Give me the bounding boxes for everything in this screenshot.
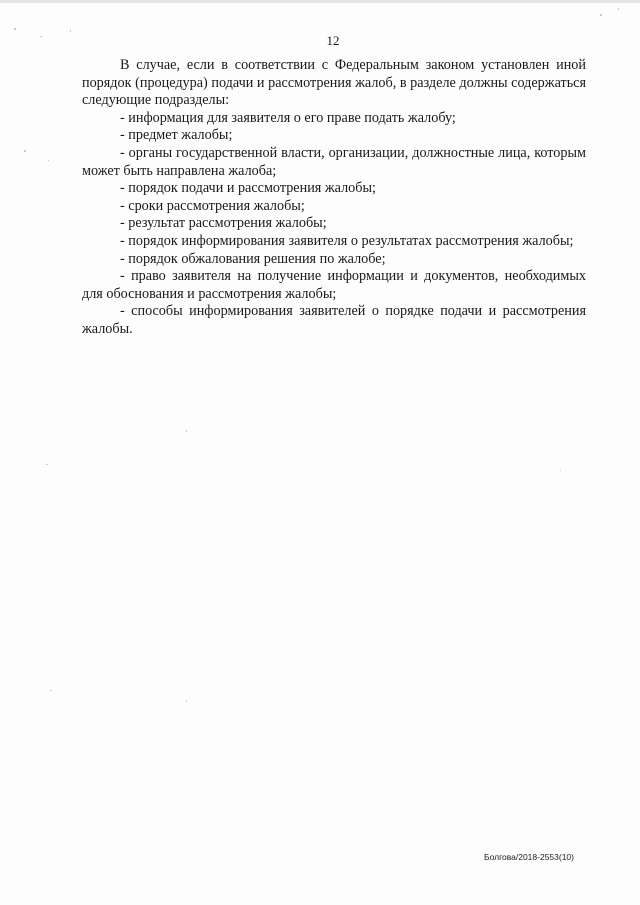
scan-speck [186,430,187,432]
list-item: - порядок информирования заявителя о результатах рассмотрения жалобы; [120,232,574,249]
list-item: - порядок подачи и рассмотрения жалобы; [120,180,376,197]
list-item: - информация для заявителя о его праве подать жалобу; [120,109,456,126]
document-body [82,57,586,339]
list-item: - право заявителя на получение информации и документов, необходимых для обоснования и рассмотрения жалобы; [82,268,586,302]
scan-speck [600,14,602,16]
list-item: - способы информирования заявителей о порядке подачи и рассмотрения жалобы. [82,303,586,337]
list-item: - результат рассмотрения жалобы; [120,215,327,232]
list-item: - сроки рассмотрения жалобы; [120,197,305,214]
scan-speck [70,30,71,32]
scan-edge [0,0,640,3]
intro-paragraph: В случае, если в соответствии с Федеральным законом установлен иной порядок (процедура) подачи и рассмотрения жалоб, в разделе должны содержаться следующие подразделы: [82,57,586,109]
list-item: - органы государственной власти, организации, должностные лица, которым может быть направлена жалоба; [82,144,586,179]
scan-speck [40,36,42,37]
scan-speck [50,690,52,691]
scan-speck [48,160,49,161]
scan-speck [186,700,187,702]
list-item: - предмет жалобы; [120,127,233,144]
scan-speck [560,470,561,471]
scan-speck [24,150,26,152]
page-number: 12 [326,33,340,48]
scan-speck [14,28,16,30]
list-item: - порядок обжалования решения по жалобе; [120,250,386,267]
scan-speck [46,464,48,465]
document-footer-code: Болгова/2018-2553(10) [484,852,574,862]
scan-speck [618,8,619,10]
